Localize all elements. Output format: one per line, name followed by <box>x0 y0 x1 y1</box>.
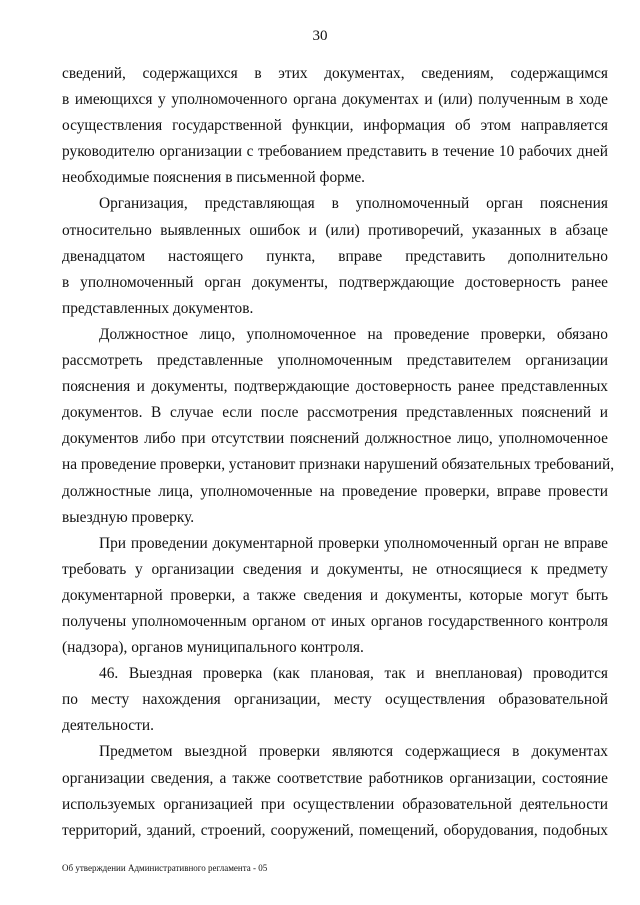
text-line: Организация, представляющая в уполномоченный орган пояснения <box>99 195 608 213</box>
text-line: относительно выявленных ошибок и (или) противоречий, указанных в абзаце <box>62 221 608 239</box>
text-line: представленных документов. <box>62 299 254 317</box>
text-line: по месту нахождения организации, месту осуществления образовательной <box>62 691 608 709</box>
text-line: документов либо при отсутствии пояснений должностное лицо, уполномоченное <box>62 430 608 448</box>
text-line: необходимые пояснения в письменной форме. <box>62 169 366 187</box>
text-line: получены уполномоченным органом от иных органов государственного контроля <box>62 612 608 630</box>
text-line: выездную проверку. <box>62 508 195 526</box>
text-line: руководителю организации с требованием представить в течение 10 рабочих дней <box>62 143 608 161</box>
text-line: пояснения и документы, подтверждающие достоверность ранее представленных <box>62 378 608 396</box>
text-line: рассмотреть представленные уполномоченным представителем организации <box>62 352 608 370</box>
paragraph <box>62 661 608 739</box>
text-line: требовать у организации сведения и документы, не относящиеся к предмету <box>62 560 608 578</box>
paragraph <box>62 739 608 843</box>
paragraph <box>62 322 615 531</box>
page-number: 30 <box>312 28 328 44</box>
text-line: организации сведения, а также соответствие работников организации, состояние <box>62 769 608 787</box>
text-line: (надзора), органов муниципального контроля. <box>62 639 364 657</box>
text-line: сведений, содержащихся в этих документах, сведениям, содержащимся <box>62 65 608 82</box>
text-line: используемых организацией при осуществлении образовательной деятельности <box>62 795 608 813</box>
text-line: двенадцатом настоящего пункта, вправе представить дополнительно <box>62 247 608 265</box>
text-line: Предметом выездной проверки являются содержащиеся в документах <box>99 743 608 761</box>
text-line: При проведении документарной проверки уполномоченный орган не вправе <box>99 534 608 552</box>
text-line: в имеющихся у уполномоченного органа документах и (или) полученным в ходе <box>62 91 608 109</box>
paragraph <box>62 191 608 321</box>
text-line: в уполномоченный орган документы, подтверждающие достоверность ранее <box>62 273 608 291</box>
text-line: территорий, зданий, строений, сооружений, помещений, оборудования, подобных <box>62 821 608 839</box>
text-line: должностные лица, уполномоченные на проведение проверки, вправе провести <box>62 482 608 500</box>
text-line: документарной проверки, а также сведения и документы, которые могут быть <box>62 586 608 604</box>
paragraph <box>62 61 608 191</box>
text-line: 46. Выездная проверка (как плановая, так и внеплановая) проводится <box>99 665 608 683</box>
text-line: на проведение проверки, установит признаки нарушений обязательных требований, <box>62 456 615 474</box>
text-line: документов. В случае если после рассмотрения представленных пояснений и <box>62 404 608 422</box>
document-body <box>62 61 615 844</box>
text-line: осуществления государственной функции, информация об этом направляется <box>62 117 608 135</box>
text-line: деятельности. <box>62 717 154 735</box>
paragraph <box>62 531 608 661</box>
footer-note: Об утверждении Административного регламента - 05 <box>62 863 268 873</box>
text-line: Должностное лицо, уполномоченное на проведение проверки, обязано <box>99 325 608 343</box>
